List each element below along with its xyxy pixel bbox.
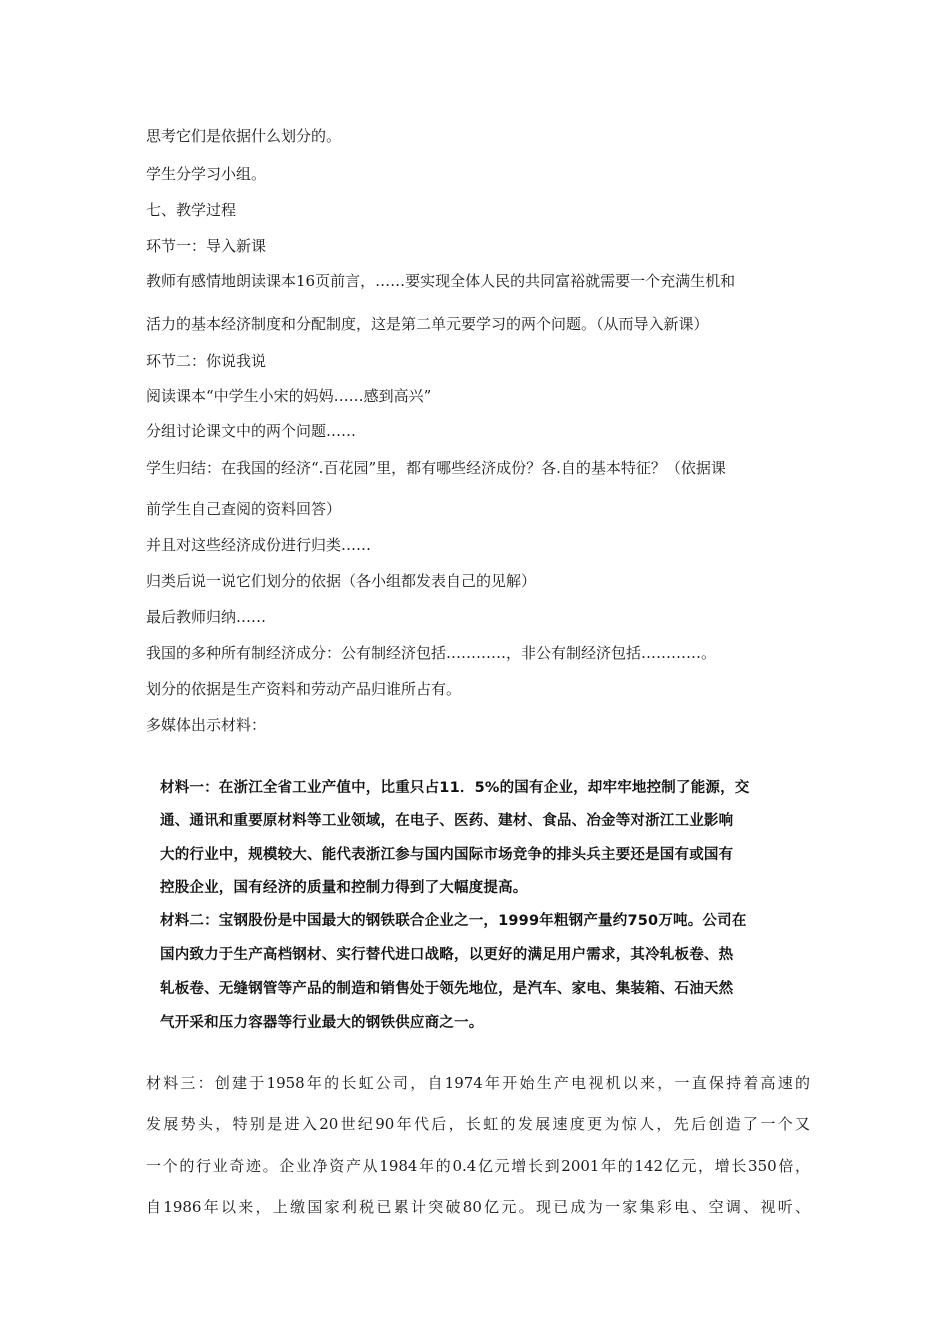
paragraph: 划分的依据是生产资料和劳动产品归谁所占有。 <box>146 680 462 698</box>
paragraph: 活力的基本经济制度和分配制度，这是第二单元要学习的两个问题。（从而导入新课） <box>146 315 709 333</box>
subsection-heading: 环节二：你说我说 <box>146 352 267 370</box>
subsection-heading: 环节一：导入新课 <box>146 237 267 255</box>
paragraph: 最后教师归纳…… <box>146 608 267 626</box>
material-line: 材料二：宝钢股份是中国最大的钢铁联合企业之一，1999年粗钢产量约750万吨。公司在 <box>160 913 747 929</box>
paragraph: 我国的多种所有制经济成分：公有制经济包括…………，非公有制经济包括…………。 <box>146 644 717 662</box>
paragraph: 发展势头，特别是进入20世纪90年代后，长虹的发展速度更为惊人，先后创造了一个又 <box>146 1115 810 1133</box>
paragraph: 分组讨论课文中的两个问题…… <box>146 422 357 440</box>
paragraph: 阅读课本“中学生小宋的妈妈……感到高兴” <box>146 387 432 405</box>
material-line: 通、通讯和重要原材料等工业领域，在电子、医药、建材、食品、冶金等对浙江工业影响 <box>160 813 734 829</box>
material-line: 材料一：在浙江全省工业产值中，比重只占11．5%的国有企业，却牢牢地控制了能源，交 <box>160 780 750 796</box>
paragraph: 自1986年以来，上缴国家利税已累计突破80亿元。现已成为一家集彩电、空调、视听、 <box>146 1198 810 1216</box>
paragraph: 一个的行业奇迹。企业净资产从1984年的0.4亿元增长到2001年的142亿元，增长350倍， <box>146 1157 810 1175</box>
paragraph: 学生分学习小组。 <box>146 165 267 183</box>
material-line: 控股企业，国有经济的质量和控制力得到了大幅度提高。 <box>160 880 528 896</box>
material-line: 气开采和压力容器等行业最大的钢铁供应商之一。 <box>160 1015 484 1031</box>
paragraph: 归类后说一说它们划分的依据（各小组都发表自己的见解） <box>146 572 537 590</box>
material-line: 国内致力于生产高档钢材、实行替代进口战略，以更好的满足用户需求，其冷轧板卷、热 <box>160 947 734 963</box>
material-line: 轧板卷、无缝钢管等产品的制造和销售处于领先地位，是汽车、家电、集装箱、石油天然 <box>160 981 734 997</box>
paragraph: 思考它们是依据什么划分的。 <box>146 127 342 145</box>
paragraph: 前学生自己查阅的资料回答） <box>146 500 342 518</box>
paragraph: 学生归结：在我国的经济“.百花园”里，都有哪些经济成份？各.自的基本特征？（依据课 <box>146 459 726 477</box>
section-heading: 七、教学过程 <box>146 201 237 219</box>
paragraph: 多媒体出示材料： <box>146 716 267 734</box>
paragraph: 教师有感情地朗读课本16页前言，……要实现全体人民的共同富裕就需要一个充满生机和 <box>146 272 736 290</box>
material-image <box>146 768 786 1058</box>
material-line: 大的行业中，规模较大、能代表浙江参与国内国际市场竞争的排头兵主要还是国有或国有 <box>160 847 734 863</box>
paragraph: 材料三：创建于1958年的长虹公司，自1974年开始生产电视机以来，一直保持着高速的 <box>146 1074 810 1092</box>
paragraph: 并且对这些经济成份进行归类…… <box>146 536 372 554</box>
